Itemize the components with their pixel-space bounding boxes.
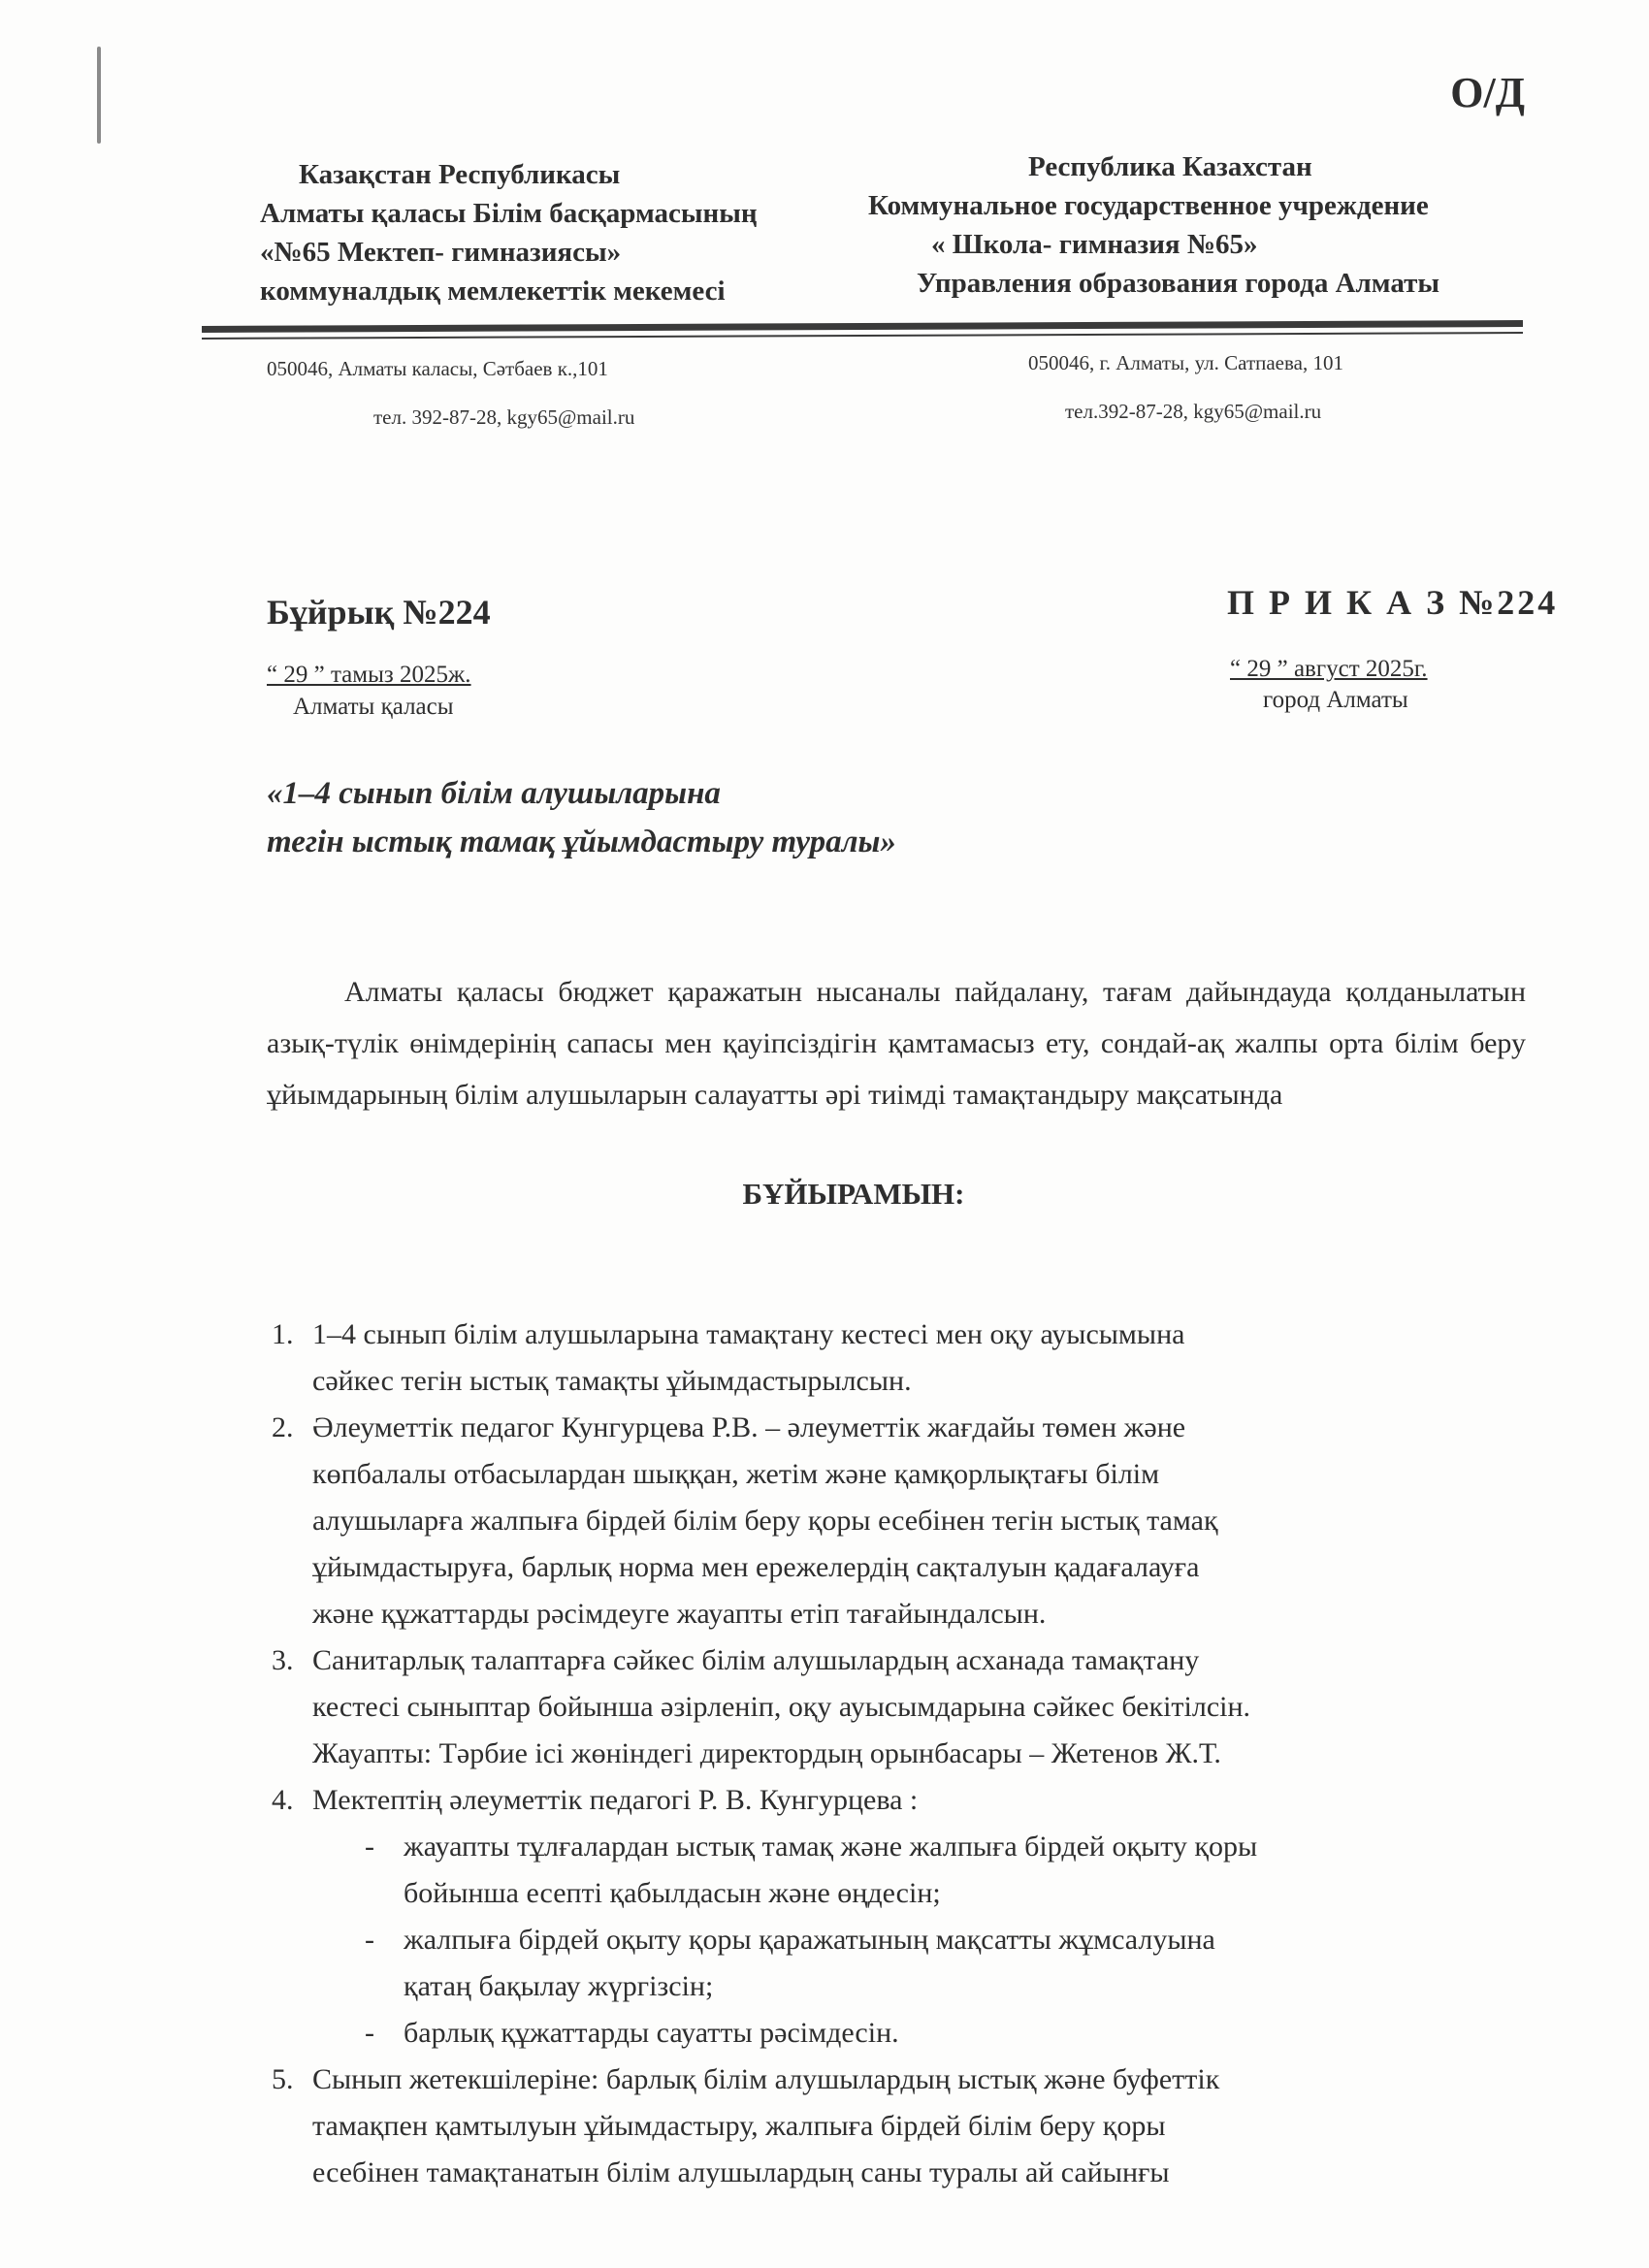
order-date-kz: “ 29 ” тамыз 2025ж. bbox=[267, 662, 471, 688]
item-line: 1–4 сынып білім алушыларына тамақтану кестесі мен оқу ауысымына bbox=[312, 1318, 1185, 1350]
item-line: Әлеуметтік педагог Кунгурцева Р.В. – әлеуметтік жағдайы төмен және bbox=[312, 1411, 1186, 1443]
item-number: 2. bbox=[272, 1411, 294, 1443]
item-line: Сынып жетекшілеріне: барлық білім алушылардың ыстық және буфеттік bbox=[312, 2063, 1220, 2095]
margin-mark bbox=[97, 47, 101, 144]
item-number: 5. bbox=[272, 2063, 294, 2095]
order-heading: БҰЙЫРАМЫН: bbox=[742, 1177, 965, 1211]
order-subitem bbox=[272, 1824, 1552, 1917]
item-line: және құжаттарды рәсімдеуге жауапты етіп тағайындалсын. bbox=[312, 1598, 1047, 1630]
header-kz-line: Казақстан Республикасы bbox=[299, 159, 621, 190]
preamble-paragraph: Алматы қаласы бюджет қаражатын нысаналы пайдалану, тағам дайындауда қолданылатын азық-түлік өнімдерінің сапасы мен қауіпсіздігін қамтамасыз ету, сондай-ақ жалпы орта білім беру ұйымдарының білім алушыларын салауатты әрі тиімді тамақтандыру мақсатында bbox=[267, 976, 1526, 1111]
subitem-line: барлық құжаттарды сауатты рәсімдесін. bbox=[404, 2017, 899, 2049]
subitem-line: жалпыға бірдей оқыту қоры қаражатының мақсатты жұмсалуына bbox=[404, 1924, 1215, 1956]
header-divider-thin bbox=[202, 332, 1523, 340]
subitem-line: бойынша есепті қабылдасын және өңдесін; bbox=[404, 1877, 941, 1909]
order-item-1 bbox=[272, 1312, 1552, 1405]
header-russian bbox=[868, 147, 1439, 303]
header-ru-line: Коммунальное государственное учреждение bbox=[868, 190, 1429, 221]
order-number-ru: П Р И К А З №224 bbox=[1227, 583, 1559, 622]
order-item-2 bbox=[272, 1405, 1552, 1637]
order-number-kz: Бұйрық №224 bbox=[267, 593, 491, 632]
order-title bbox=[267, 769, 896, 866]
order-subitem bbox=[272, 2010, 1552, 2057]
item-number: 3. bbox=[272, 1644, 294, 1676]
document-code: О/Д bbox=[1450, 69, 1525, 116]
item-line: сәйкес тегін ыстық тамақты ұйымдастырылсын. bbox=[312, 1365, 912, 1397]
subitem-dash: - bbox=[365, 1831, 374, 1863]
header-divider-thick bbox=[202, 320, 1523, 333]
subitem-dash: - bbox=[365, 2017, 374, 2049]
order-item-4 bbox=[272, 1777, 1552, 1824]
header-ru-line: « Школа- гимназия №65» bbox=[931, 229, 1258, 260]
contacts-ru: тел.392-87-28, kgy65@mail.ru bbox=[1065, 400, 1322, 423]
address-kz: 050046, Алматы каласы, Сәтбаев к.,101 bbox=[267, 357, 608, 380]
subitem-dash: - bbox=[365, 1924, 374, 1956]
address-ru: 050046, г. Алматы, ул. Сатпаева, 101 bbox=[1028, 351, 1343, 374]
header-ru-line: Управления образования города Алматы bbox=[917, 268, 1439, 299]
item-line: кестесі сыныптар бойынша әзірленіп, оқу ауысымдарына сәйкес бекітілсін. bbox=[312, 1691, 1251, 1723]
order-date-ru: “ 29 ” август 2025г. bbox=[1230, 656, 1428, 682]
subitem-line: қатаң бақылау жүргізсін; bbox=[404, 1970, 714, 2002]
item-line: Мектептің әлеуметтік педагогі Р. В. Кунгурцева : bbox=[312, 1784, 919, 1816]
header-kazakh bbox=[260, 155, 758, 310]
header-ru-line: Республика Казахстан bbox=[1028, 151, 1312, 182]
item-line: тамақпен қамтылуын ұйымдастыру, жалпыға бірдей білім беру қоры bbox=[312, 2110, 1166, 2142]
order-item-3 bbox=[272, 1637, 1552, 1777]
title-line: тегін ыстық тамақ ұйымдастыру туралы» bbox=[267, 825, 896, 859]
subitem-line: жауапты тұлғалардан ыстық тамақ және жалпыға бірдей оқыту қоры bbox=[404, 1831, 1258, 1863]
title-line: «1–4 сынып білім алушыларына bbox=[267, 776, 721, 811]
order-item-5 bbox=[272, 2057, 1552, 2196]
item-number: 4. bbox=[272, 1784, 294, 1816]
header-kz-line: «№65 Мектеп- гимназиясы» bbox=[260, 237, 622, 268]
order-city-ru: город Алматы bbox=[1263, 687, 1408, 713]
item-number: 1. bbox=[272, 1318, 294, 1350]
item-line: көпбалалы отбасылардан шыққан, жетім және қамқорлықтағы білім bbox=[312, 1458, 1160, 1490]
item-line: Санитарлық талаптарға сәйкес білім алушылардың асханада тамақтану bbox=[312, 1644, 1200, 1676]
order-items-list bbox=[272, 1312, 1552, 2196]
header-kz-line: коммуналдық мемлекеттік мекемесі bbox=[260, 275, 726, 307]
order-subitem bbox=[272, 1917, 1552, 2010]
contacts-kz: тел. 392-87-28, kgy65@mail.ru bbox=[373, 405, 635, 429]
item-line: есебінен тамақтанатын білім алушылардың саны туралы ай сайынғы bbox=[312, 2156, 1170, 2188]
header-kz-line: Алматы қаласы Білім басқармасының bbox=[260, 198, 758, 229]
item-line: Жауапты: Тәрбие ісі жөніндегі директордың орынбасары – Жетенов Ж.Т. bbox=[312, 1737, 1221, 1769]
item-line: алушыларға жалпыға бірдей білім беру қоры есебінен тегін ыстық тамақ bbox=[312, 1505, 1218, 1537]
order-city-kz: Алматы қаласы bbox=[293, 694, 454, 720]
item-line: ұйымдастыруға, барлық норма мен ережелердің сақталуын қадағалауға bbox=[312, 1551, 1200, 1583]
